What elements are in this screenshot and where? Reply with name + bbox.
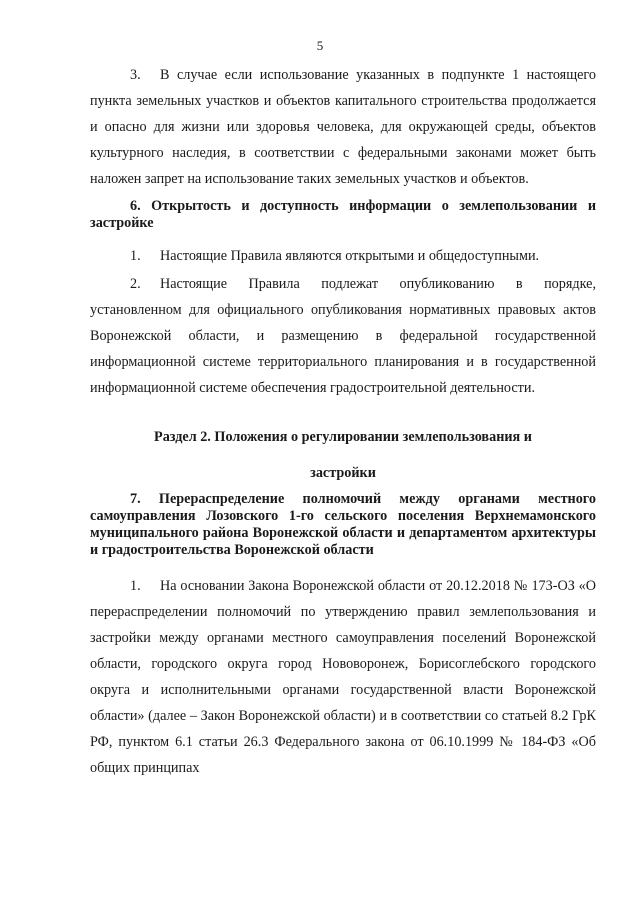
page-number: 5: [316, 38, 324, 53]
paragraph-number: 1.: [130, 578, 141, 594]
paragraph-3: [90, 62, 596, 192]
section-title-line-1: Раздел 2. Положения о регулировании землепользования и: [154, 429, 532, 445]
paragraph-6-2: [90, 271, 596, 401]
page-content: [90, 62, 596, 781]
heading-section-6: 6. Открытость и доступность информации о землепользовании и застройке: [90, 198, 596, 231]
paragraph-text: Настоящие Правила являются открытыми и общедоступными.: [160, 248, 540, 264]
paragraph-number: 3.: [130, 67, 141, 83]
paragraph-number: 2.: [130, 276, 141, 292]
paragraph-7-1: [90, 573, 596, 781]
section-title-line-2: застройки: [310, 465, 376, 481]
paragraph-text: В случае если использование указанных в подпункте 1 настоящего пункта земельных участков и объектов капитального строительства продолжается и опасно для жизни или здоровья человека, для окружающей среды, объектов культурного наследия, в соответствии с федеральными законами может быть наложен запрет на использование таких земельных участков и объектов.: [90, 67, 596, 187]
paragraph-text: На основании Закона Воронежской области от 20.12.2018 № 173-ОЗ «О перераспределении полномочий по утверждению правил землепользования и застройки между органами местного самоуправления поселений Воронежской области, городского округа город Нововоронеж, Борисоглебского городского округа и исполнительными органами государственной власти Воронежской области» (далее – Закон Воронежской области) и в соответствии со статьей 8.2 ГрК РФ, пунктом 6.1 статьи 26.3 Федерального закона от 06.10.1999 № 184-ФЗ «Об общих принципах: [90, 578, 596, 776]
section-2-title: [90, 419, 596, 491]
paragraph-text: Настоящие Правила подлежат опубликованию в порядке, установленном для официального опубликования нормативных правовых актов Воронежской области, и размещению в федеральной государственной информационной системе территориального планирования и в государственной информационной системе обеспечения градостроительной деятельности.: [90, 276, 596, 396]
paragraph-6-1: [90, 243, 596, 269]
heading-section-7: 7. Перераспределение полномочий между органами местного самоуправления Лозовского 1-го сельского поселения Верхнемамонского муниципального района Воронежской области и департаментом архитектуры и градостроительства Воронежской области: [90, 491, 596, 558]
paragraph-number: 1.: [130, 248, 141, 264]
